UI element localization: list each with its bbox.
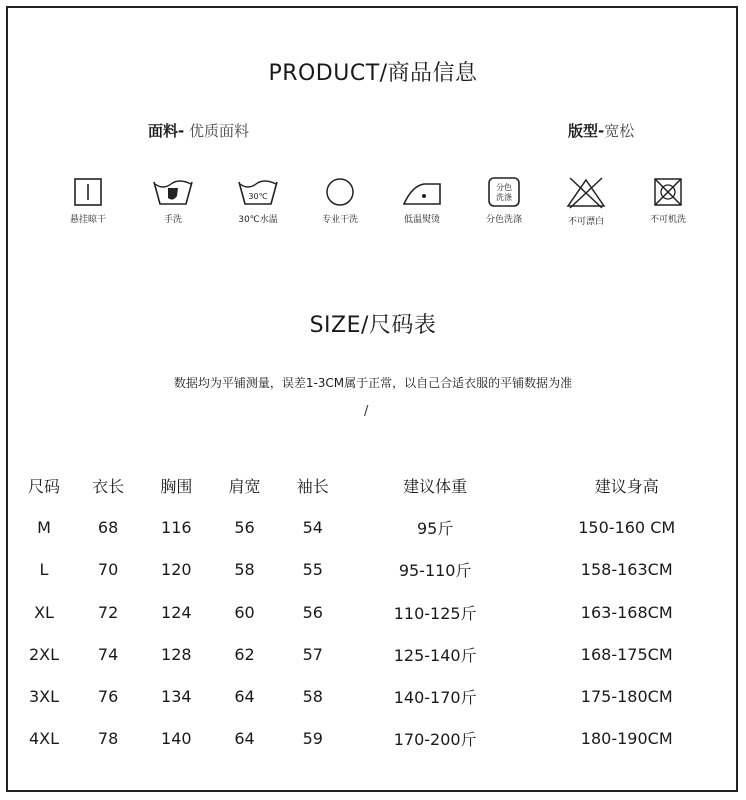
table-row: [14, 675, 730, 717]
table-cell: 168-175CM: [580, 644, 673, 664]
care-item-hang-dry: [48, 176, 128, 225]
header-cell: 胸围: [160, 476, 193, 496]
header-cell: 衣长: [92, 476, 125, 496]
hand-wash-icon: [151, 176, 195, 208]
care-label: 不可机洗: [649, 215, 686, 225]
table-cell: 64: [234, 729, 255, 749]
table-cell: 60: [234, 602, 255, 622]
table-cell: 3XL: [28, 687, 60, 707]
fabric-key: 面料-: [148, 122, 185, 140]
table-cell: 56: [302, 602, 323, 622]
fit-info: [568, 120, 634, 141]
table-row: [14, 506, 730, 548]
slash-mark: /: [364, 404, 369, 419]
table-cell: 56: [234, 517, 255, 537]
care-label: 30℃水温: [238, 215, 278, 225]
table-cell: 72: [97, 602, 119, 622]
table-cell: 120: [161, 560, 192, 580]
table-cell: 125-140斤: [393, 645, 477, 665]
table-cell: 110-125斤: [393, 603, 477, 623]
fit-value: 宽松: [604, 122, 635, 140]
table-cell: 4XL: [28, 729, 60, 749]
no-machine-wash-icon: [650, 176, 686, 208]
table-cell: 170-200斤: [393, 730, 477, 750]
low-iron-icon: [400, 176, 444, 208]
separate-wash-icon: [486, 176, 522, 208]
table-cell: L: [39, 560, 49, 580]
table-cell: 68: [97, 517, 119, 537]
care-item-no-bleach: [546, 176, 626, 227]
measurement-note: 数据均为平铺测量，误差1-3CM属于正常，以自己合适衣服的平铺数据为准: [173, 376, 573, 390]
header-cell: 袖长: [296, 476, 329, 496]
table-cell: 116: [161, 517, 192, 537]
table-cell: 124: [161, 602, 192, 622]
table-row: [14, 718, 730, 760]
care-item-no-machine-wash: [628, 176, 708, 225]
hang-dry-icon: [70, 176, 106, 208]
care-icons-row: [50, 176, 716, 236]
table-cell: 59: [302, 729, 323, 749]
care-label: 悬挂晾干: [69, 215, 106, 225]
table-cell: 163-168CM: [580, 602, 673, 622]
table-cell: 140: [161, 729, 192, 749]
care-label: 手洗: [163, 215, 182, 225]
table-cell: 2XL: [28, 644, 60, 664]
table-cell: 140-170斤: [393, 688, 477, 708]
product-title: PRODUCT/商品信息: [268, 61, 478, 86]
table-cell: 180-190CM: [580, 729, 673, 749]
table-cell: 58: [302, 687, 323, 707]
care-label: 不可漂白: [567, 217, 604, 227]
no-bleach-icon: [564, 176, 608, 210]
table-cell: 58: [234, 560, 255, 580]
size-title: SIZE/尺码表: [309, 313, 437, 338]
care-item-hand-wash: [133, 176, 213, 225]
header-cell: 建议身高: [594, 476, 659, 496]
dry-clean-icon: [322, 176, 358, 208]
fit-key: 版型-: [568, 122, 605, 140]
wash-temp-text: 30℃: [248, 192, 268, 201]
table-cell: 76: [97, 687, 119, 707]
table-cell: 57: [302, 644, 323, 664]
care-label: 专业干洗: [321, 215, 358, 225]
table-cell: 55: [302, 560, 323, 580]
table-cell: XL: [34, 602, 54, 622]
table-cell: 95-110斤: [398, 561, 472, 581]
table-cell: 134: [161, 687, 192, 707]
table-cell: 158-163CM: [580, 560, 673, 580]
table-cell: 175-180CM: [580, 687, 673, 707]
table-row: [14, 549, 730, 591]
table-cell: 70: [97, 560, 119, 580]
size-table-header: [14, 464, 730, 506]
table-cell: 64: [234, 687, 255, 707]
header-cell: 建议体重: [403, 476, 468, 496]
table-cell: 78: [97, 729, 119, 749]
table-row: [14, 591, 730, 633]
header-cell: 肩宽: [228, 476, 261, 496]
fabric-value: 优质面料: [184, 122, 250, 140]
care-item-30c: [218, 176, 298, 225]
table-cell: 128: [161, 644, 192, 664]
care-item-separate-wash: [464, 176, 544, 225]
care-item-low-iron: [382, 176, 462, 225]
fabric-info: [148, 120, 249, 141]
table-row: [14, 633, 730, 675]
wash-30c-icon: [236, 176, 280, 208]
table-cell: 74: [97, 644, 119, 664]
table-cell: 54: [302, 517, 323, 537]
separate-wash-line2: 洗涤: [496, 193, 512, 202]
table-cell: 150-160 CM: [578, 517, 676, 537]
care-label: 低温熨烫: [403, 215, 440, 225]
table-cell: M: [37, 517, 51, 537]
separate-wash-line1: 分色: [496, 183, 512, 192]
table-cell: 95斤: [416, 518, 454, 538]
table-cell: 62: [234, 644, 255, 664]
care-label: 分色洗涤: [485, 215, 522, 225]
size-table: [14, 464, 730, 760]
header-cell: 尺码: [27, 476, 60, 496]
care-item-dry-clean: [300, 176, 380, 225]
